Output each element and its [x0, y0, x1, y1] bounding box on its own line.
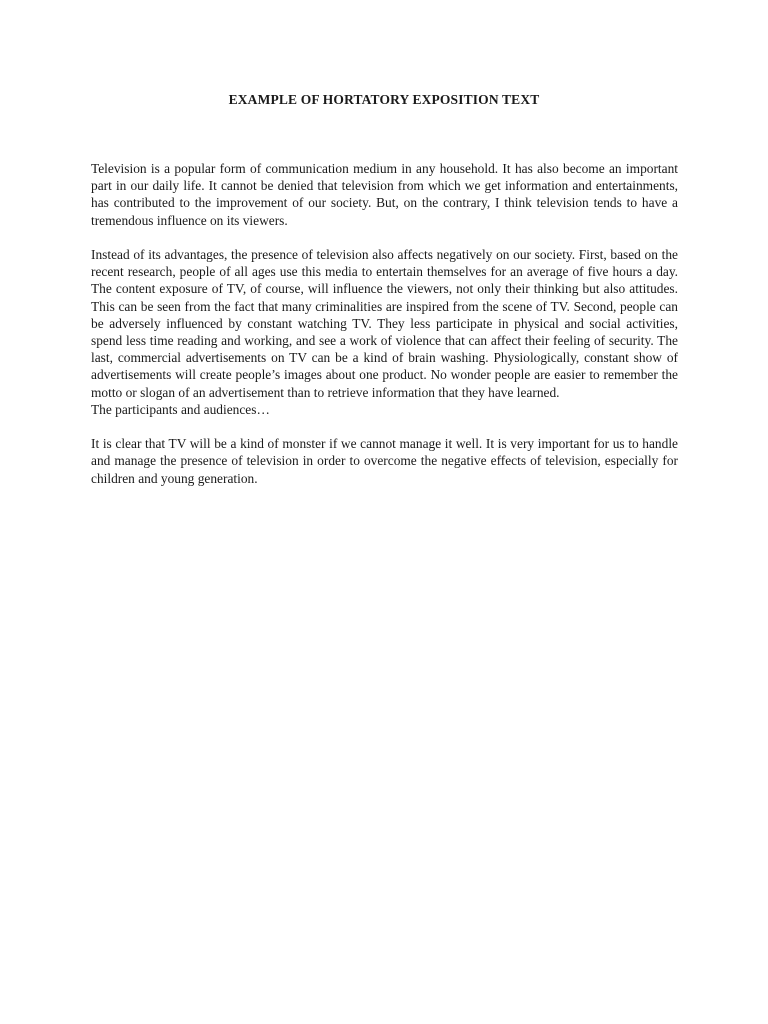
paragraph-conclusion: It is clear that TV will be a kind of monster if we cannot manage it well. It is very important for us to handle and manage the presence of television in order to overcome the negative effects of television, especially for children and young generation. [91, 436, 678, 486]
paragraph-introduction: Television is a popular form of communication medium in any household. It has also become an important part in our daily life. It cannot be denied that television from which we get information and entertainments, has contributed to the improvement of our society. But, on the contrary, I think television tends to have a tremendous influence on its viewers. [91, 161, 678, 228]
paragraph-participants: The participants and audiences… [91, 401, 270, 417]
document-body [91, 160, 678, 487]
document-title: EXAMPLE OF HORTATORY EXPOSITION TEXT [228, 92, 540, 107]
paragraph-arguments: Instead of its advantages, the presence of television also affects negatively on our society. First, based on the recent research, people of all ages use this media to entertain themselves for an average of five hours a day. The content exposure of TV, of course, will influence the viewers, not only their thinking but also attitudes. This can be seen from the fact that many criminalities are inspired from the scene of TV. Second, people can be adversely influenced by constant watching TV. They less participate in physical and social activities, spend less time reading and working, and see a work of violence that can affect their feeling of security. The last, commercial advertisements on TV can be a kind of brain washing. Physiologically, constant show of advertisements will create people’s images about one product. No wonder people are easier to remember the motto or slogan of an advertisement than to retrieve information that they have learned. [91, 247, 678, 400]
